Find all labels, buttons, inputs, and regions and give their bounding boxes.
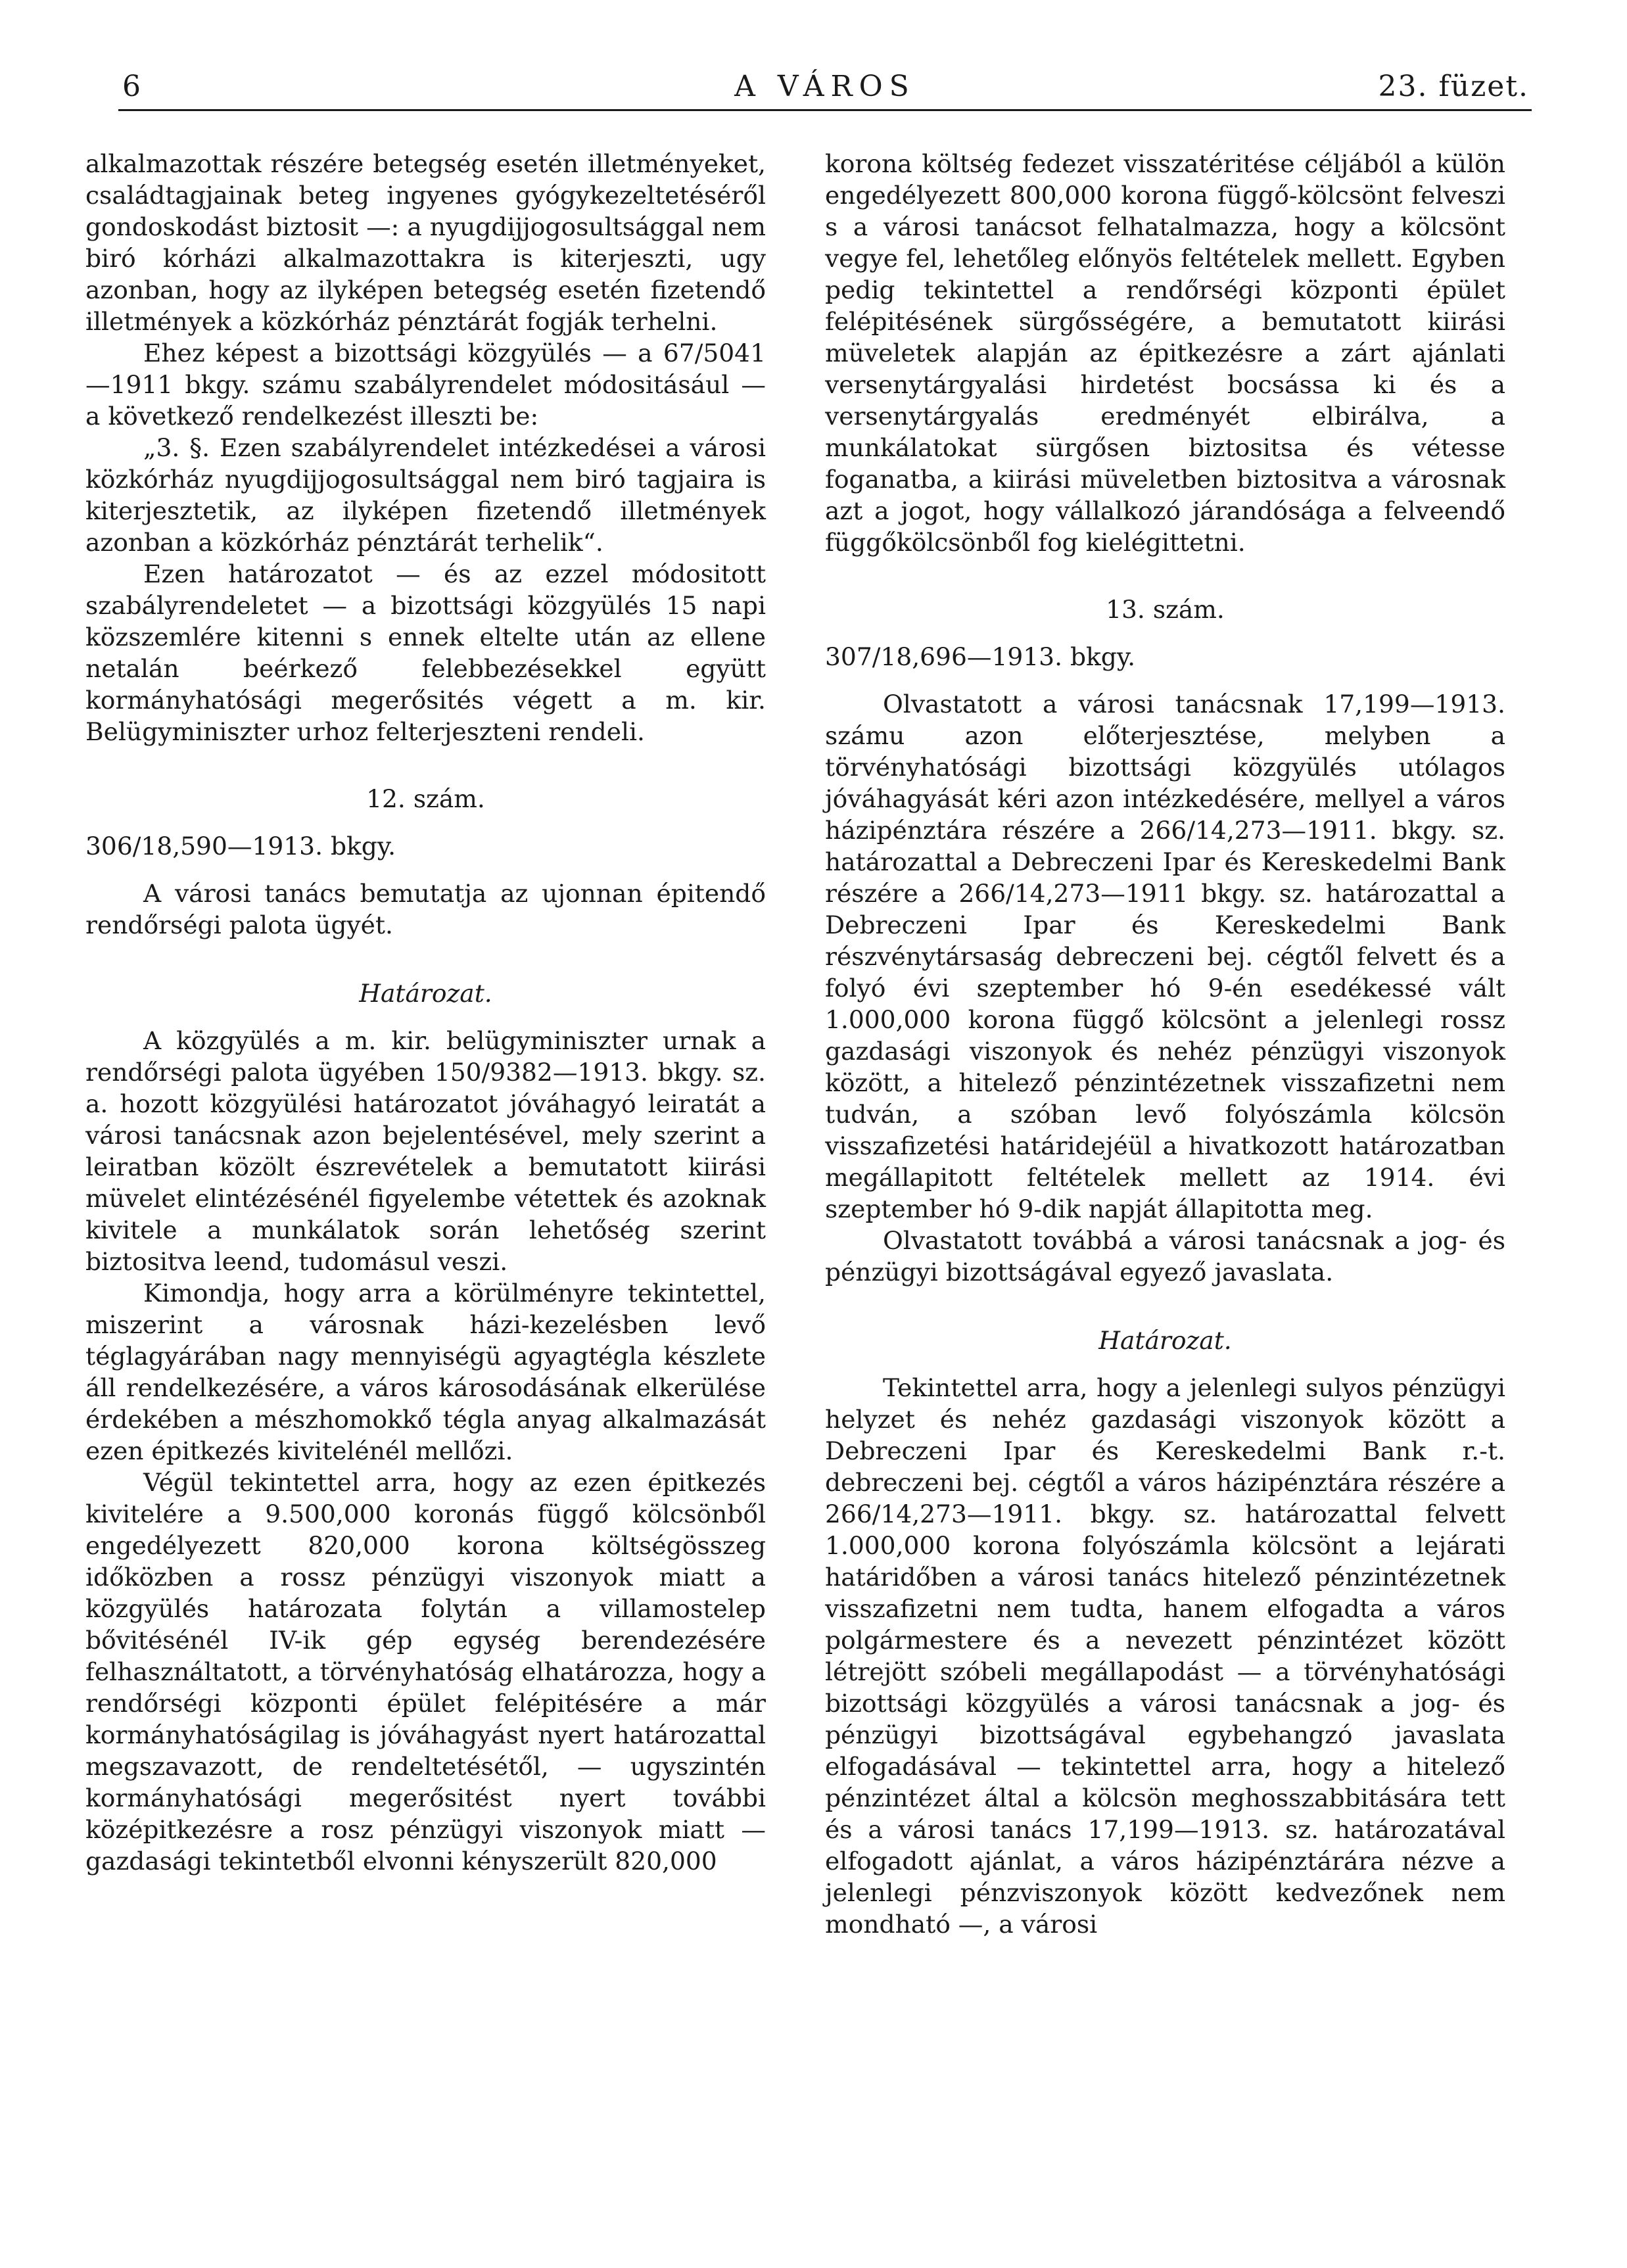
left-column <box>85 148 766 1877</box>
paragraph: Olvastatott továbbá a városi tanácsnak a jog- és pénzügyi bizottságával egyező javaslata. <box>825 1226 1505 1287</box>
page-number: 6 <box>122 70 142 103</box>
issue-number: 23. füzet. <box>1378 70 1529 103</box>
paragraph: Ehez képest a bizottsági közgyülés — a 67/5041—1911 bkgy. számu szabályrendelet módositásául — a következő rendelkezést illeszti be: <box>85 339 766 431</box>
section-number: 13. szám. <box>1106 595 1225 624</box>
paragraph: Tekintettel arra, hogy a jelenlegi sulyos pénzügyi helyzet és nehéz gazdasági viszonyok között a Debreczeni Ipar és Kereskedelmi Bank r.-t. debreczeni bej. cégtől a város házipénztára részére a 266/14,273—1911. bkgy. sz. határozattal felvett 1.000,000 korona folyószámla kölcsönt a lejárati határidőben a városi tanács hitelező pénzintézetnek visszafizetni nem tudta, hanem elfogadta a város polgármestere és a nevezett pénzintézet között létrejött szóbeli megállapodást — a törvényhatósági bizottsági közgyülés a városi tanácsnak a jog- és pénzügyi bizottságával egybehangzó javaslata elfogadásával — tekintettel arra, hogy a hitelező pénzintézet által a kölcsön meghosszabbitására tett és a városi tanács 17,199—1913. sz. határozatával elfogadott ajánlat, a város házipénztárára nézve a jelenlegi pénzviszonyok között kedvezőnek nem mondható —, a városi <box>825 1373 1505 1939</box>
page-header <box>118 66 1532 111</box>
section-reference: 307/18,696—1913. bkgy. <box>825 642 1136 671</box>
paragraph: Olvastatott a városi tanácsnak 17,199—1913. számu azon előterjesztése, melyben a törvényhatósági bizottsági közgyülés utólagos jóváhagyását kéri azon intézkedésére, mellyel a város házipénztára részére a 266/14,273—1911. bkgy. sz. határozattal a Debreczeni Ipar és Kereskedelmi Bank részére a 266/14,273—1911 bkgy. sz. határozattal a Debreczeni Ipar és Kereskedelmi Bank részvénytársaság debreczeni bej. cégtől felvett és a folyó évi szeptember hó 9-én esedékessé vált 1.000,000 korona függő kölcsönt a jelenlegi rossz gazdasági viszonyok és nehéz pénzügyi viszonyok között, a hitelező pénzintézetnek visszafizetni nem tudván, a szóban levő folyószámla kölcsön visszafizetési határidejéül a hivatkozott határozatban megállapitott feltételek mellett az 1914. évi szeptember hó 9-dik napját állapitotta meg. <box>825 690 1505 1223</box>
paragraph: korona költség fedezet visszatéritése céljából a külön engedélyezett 800,000 korona függő-kölcsönt felveszi s a városi tanácsot felhatalmazza, hogy a kölcsönt vegye fel, lehetőleg előnyös feltételek mellett. Egyben pedig tekintettel a rendőrségi központi épület felépitésének sürgősségére, a bemutatott kiirási müveletek alapján az épitkezésre a zárt ajánlati versenytárgyalási hirdetést bocsássa ki és a versenytárgyalás eredményét elbirálva, a munkálatokat sürgősen biztositsa és vétesse foganatba, a kiirási müveletben biztositva a városnak azt a jogot, hogy vállalkozó járandósága a felveendő függőkölcsönből fog kielégittetni. <box>825 149 1505 557</box>
section-reference: 306/18,590—1913. bkgy. <box>85 832 396 861</box>
paragraph: alkalmazottak részére betegség esetén illetményeket, családtagjainak beteg ingyenes gyógykezeltetéséről gondoskodást biztosit —: a nyugdijjogosultsággal nem biró kórházi alkalmazottakra is kiterjeszti, ugy azonban, hogy az ilyképen betegség esetén fizetendő illetmények a közkórház pénztárát fogják terhelni. <box>85 149 766 336</box>
right-column <box>825 148 1505 1940</box>
section-number: 12. szám. <box>366 784 485 813</box>
paragraph: A közgyülés a m. kir. belügyminiszter urnak a rendőrségi palota ügyében 150/9382—1913. bkgy. sz. a. hozott közgyülési határozatot jóváhagyó leiratát a városi tanácsnak azon bejelentésével, mely szerint a leiratban közölt észrevételek a bemutatott kiirási müvelet elintézésénél figyelembe vétettek és azoknak kivitele a munkálatok során lehetőség szerint biztositva leend, tudomásul veszi. <box>85 1026 766 1276</box>
paragraph: Ezen határozatot — és az ezzel módositott szabályrendeletet — a bizottsági közgyülés 15 napi közszemlére kitenni s ennek eltelte után az ellene netalán beérkező felebbezésekkel együtt kormányhatósági megerősités végett a m. kir. Belügyminiszter urhoz felterjeszteni rendeli. <box>85 559 766 746</box>
resolution-heading: Határozat. <box>1098 1326 1232 1355</box>
paragraph: Végül tekintettel arra, hogy az ezen épitkezés kivitelére a 9.500,000 koronás függő kölcsönből engedélyezett 820,000 korona költségösszeg időközben a rossz pénzügyi viszonyok miatt a közgyülés határozata folytán a villamostelep bővitésénél IV-ik gép egység berendezésére felhasználtatott, a törvényhatóság elhatározza, hogy a rendőrségi központi épület felépitésére a már kormányhatóságilag is jóváhagyást nyert határozattal megszavazott, de rendeltetésétől, — ugyszintén kormányhatósági megerősitést nyert további középitkezésre a rosz pénzügyi viszonyok miatt — gazdasági tekintetből elvonni kényszerült 820,000 <box>85 1468 766 1876</box>
paragraph: A városi tanács bemutatja az ujonnan épitendő rendőrségi palota ügyét. <box>85 879 766 939</box>
journal-title: A VÁROS <box>734 70 916 103</box>
paragraph: „3. §. Ezen szabályrendelet intézkedései a városi közkórház nyugdijjogosultsággal nem biró tagjaira is kiterjesztetik, az ilyképen fizetendő illetmények azonban a közkórház pénztárát terhelik“. <box>85 433 766 557</box>
resolution-heading: Határozat. <box>359 979 492 1008</box>
paragraph: Kimondja, hogy arra a körülményre tekintettel, miszerint a városnak házi-kezelésben levő téglagyárában nagy mennyiségü agyagtégla készlete áll rendelkezésére, a város károsodásának elkerülése érdekében a mészhomokkő tégla anyag alkalmazását ezen épitkezés kivitelénél mellőzi. <box>85 1279 766 1465</box>
